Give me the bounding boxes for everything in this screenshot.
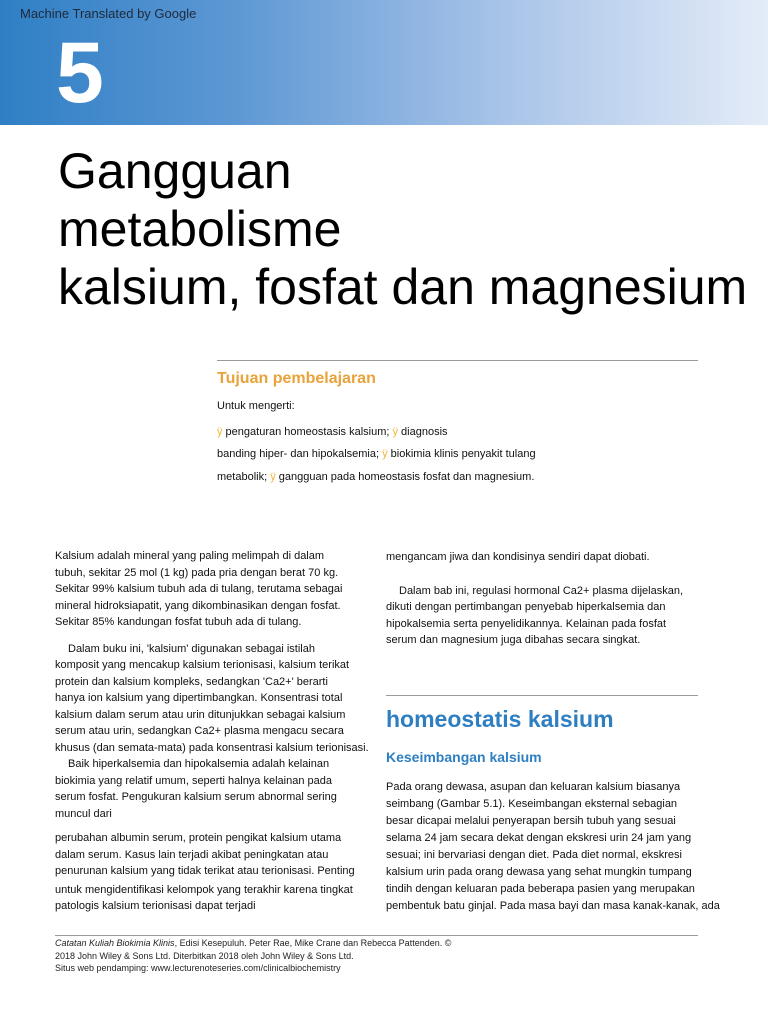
body-line: pembentuk batu ginjal. Pada masa bayi dan masa kanak-kanak, ada [386, 900, 720, 912]
footer-line-1: Catatan Kuliah Biokimia Klinis, Edisi Kesepuluh. Peter Rae, Mike Crane dan Rebecca Pattenden. © [55, 938, 452, 948]
body-line: kalsium urin pada orang dewasa yang sehat mungkin tumpang [386, 866, 692, 878]
objectives-line-1: ÿ pengaturan homeostasis kalsium; ÿ diagnosis [217, 426, 448, 438]
body-line [55, 631, 385, 641]
objectives-line-3: metabolik; ÿ gangguan pada homeostasis fosfat dan magnesium. [217, 471, 535, 483]
body-line: untuk mengidentifikasi kelompok yang terakhir karena tingkat [55, 883, 353, 896]
body-line: kalsium dalam serum atau urin ditunjukkan sebagai kalsium [55, 708, 346, 721]
footer-line-2: 2018 John Wiley & Sons Ltd. Diterbitkan 2018 oleh John Wiley & Sons Ltd. [55, 950, 354, 961]
body-line: besar dicapai melalui penyerapan bersih tubuh yang sesuai [386, 815, 676, 827]
section-rule [386, 695, 698, 696]
body-line: dikuti dengan pertimbangan penyebab hiperkalsemia dan [386, 601, 666, 613]
body-line: biokimia yang relatif umum, seperti halnya kelainan pada [55, 774, 332, 787]
body-line: Baik hiperkalsemia dan hipokalsemia adalah kelainan [68, 758, 330, 770]
body-line: mineral hidroksiapatit, yang dikombinasikan dengan fosfat. [55, 599, 341, 612]
left-column [55, 548, 385, 915]
bullet-icon: ÿ [270, 471, 276, 483]
body-line: tubuh, sekitar 25 mol (1 kg) pada pria dengan berat 70 kg. [55, 566, 339, 579]
body-line: protein dan kalsium kompleks, sedangkan 'Ca2+' berarti [55, 675, 328, 688]
body-line: seimbang (Gambar 5.1). Keseimbangan eksternal sebagian [386, 798, 678, 810]
chapter-number: 5 [56, 25, 104, 121]
body-line: mengancam jiwa dan kondisinya sendiri dapat diobati. [386, 551, 650, 563]
book-title: Catatan Kuliah Biokimia Klinis [55, 938, 175, 948]
title-line-1: Gangguan [58, 143, 292, 199]
objectives-top-rule [217, 360, 698, 361]
body-line: selama 24 jam secara dekat dengan ekskresi urin 24 jam yang [386, 832, 692, 844]
right-column-bottom [386, 779, 731, 915]
body-line: sesuai; ini bervariasi dengan diet. Pada diet normal, ekskresi [386, 849, 682, 861]
body-line: Sekitar 99% kalsium tubuh ada di tulang, terutama sebagai [55, 583, 343, 595]
body-line: patologis kalsium terionisasi dapat terjadi [55, 900, 256, 912]
body-line: serum dan magnesium juga dibahas secara singkat. [386, 634, 641, 646]
machine-translated-label: Machine Translated by Google [20, 6, 197, 21]
right-column-top [386, 549, 706, 649]
body-line: tindih dengan keluaran pada beberapa pasien yang merupakan [386, 883, 695, 895]
body-line: komposit yang mencakup kalsium terionisasi, kalsium terikat [55, 659, 350, 671]
bullet-icon: ÿ [217, 426, 223, 438]
body-line: Dalam bab ini, regulasi hormonal Ca2+ plasma dijelaskan, [399, 584, 684, 597]
footer [55, 937, 451, 975]
objectives-intro: Untuk mengerti: [217, 400, 295, 412]
objectives-line-2: banding hiper- dan hipokalsemia; ÿ biokimia klinis penyakit tulang [217, 448, 536, 460]
bullet-icon: ÿ [392, 426, 398, 438]
footer-line-3: Situs web pendamping: www.lecturenoteseries.com/clinicalbiochemistry [55, 963, 341, 973]
body-line: hipokalsemia serta penyelidikannya. Kelainan pada fosfat [386, 617, 667, 630]
body-line: Dalam buku ini, 'kalsium' digunakan sebagai istilah [68, 642, 315, 655]
section-heading: homeostatis kalsium [386, 706, 614, 732]
body-line: serum fosfat. Pengukuran kalsium serum abnormal sering [55, 791, 337, 803]
footer-rule [55, 935, 698, 936]
body-line: perubahan albumin serum, protein pengikat kalsium utama [55, 832, 342, 844]
body-line: Sekitar 85% kandungan fosfat tubuh ada di tulang. [55, 616, 302, 628]
body-line: serum atau urin, sedangkan Ca2+ plasma mengacu secara [55, 725, 344, 737]
chapter-title [58, 142, 768, 316]
body-line: dalam serum. Kasus lain terjadi akibat peningkatan atau [55, 848, 329, 861]
body-line [386, 566, 706, 583]
body-line: Pada orang dewasa, asupan dan keluaran kalsium biasanya [386, 781, 681, 793]
objectives-heading: Tujuan pembelajaran [217, 370, 376, 387]
title-line-3: kalsium, fosfat dan magnesium [58, 259, 748, 315]
body-line: khusus (dan semata-mata) pada konsentrasi kalsium terionisasi. [55, 741, 369, 754]
bullet-icon: ÿ [382, 448, 388, 460]
body-line: Kalsium adalah mineral yang paling melimpah di dalam [55, 550, 325, 562]
body-line: hanya ion kalsium yang dipertimbangkan. Konsentrasi total [55, 692, 343, 704]
subsection-heading: Keseimbangan kalsium [386, 749, 542, 765]
body-line: penurunan kalsium yang tidak terikat atau terionisasi. Penting [55, 865, 355, 877]
title-line-2: metabolisme [58, 201, 342, 257]
body-line: muncul dari [55, 807, 112, 820]
